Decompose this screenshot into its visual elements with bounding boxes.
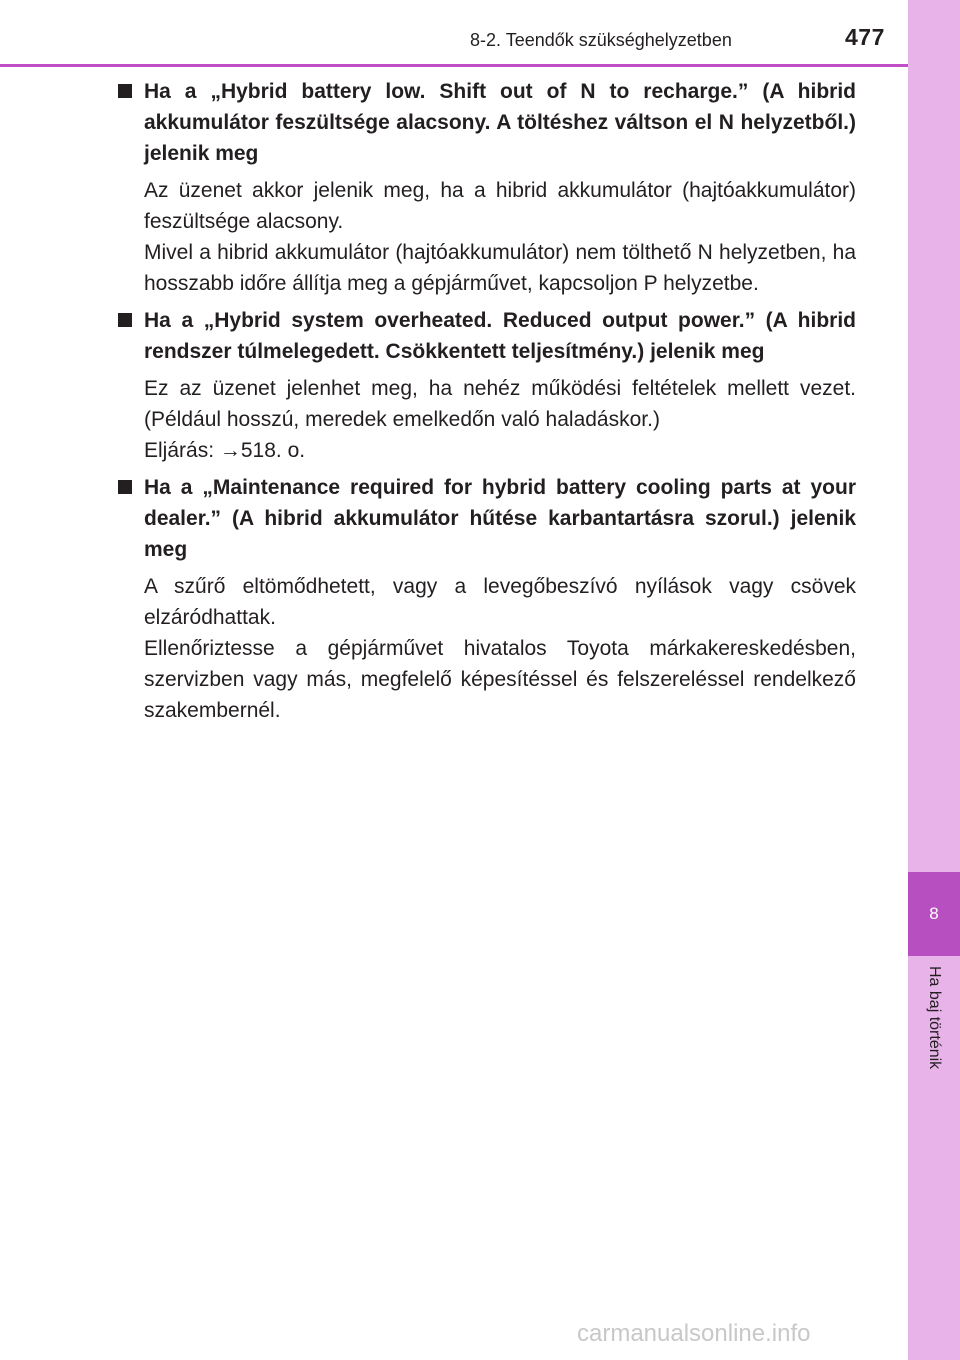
paragraph: Mivel a hibrid akkumulátor (hajtóakkumulátor) nem tölthető N helyzetben, ha hosszabb időre állítja meg a gépjárművet, kapcsoljon P helyzetbe. [144,241,856,295]
section-battery-low [118,76,856,299]
chapter-number: 8 [908,872,960,956]
paragraph: A szűrő eltömődhetett, vagy a levegőbeszívó nyílások vagy csövek elzáródhattak. [144,575,856,629]
side-tab [908,0,960,1360]
heading-text: Ha a „Maintenance required for hybrid battery cooling parts at your dealer.” (A hibrid akkumulátor hűtése karbantartásra szorul.) jelenik meg [144,476,856,561]
paragraph-page-reference[interactable]: Eljárás: →518. o. [144,439,306,462]
section-heading [118,472,856,565]
header-rule [0,64,908,67]
section-system-overheated [118,305,856,466]
square-bullet-icon [118,313,132,327]
square-bullet-icon [118,480,132,494]
section-maintenance-required [118,472,856,726]
paragraph: Az üzenet akkor jelenik meg, ha a hibrid akkumulátor (hajtóakkumulátor) feszültsége alacsony. [144,179,856,233]
section-heading [118,76,856,169]
main-content [118,76,856,732]
paragraph: Ellenőriztesse a gépjárművet hivatalos Toyota márkakereskedésben, szervizben vagy más, megfelelő képesítéssel és felszereléssel rendelkező szakembernél. [144,637,856,722]
paragraph: Ez az üzenet jelenhet meg, ha nehéz működési feltételek mellett vezet. (Például hosszú, meredek emelkedőn való haladáskor.) [144,377,856,431]
square-bullet-icon [118,84,132,98]
chapter-label: Ha baj történik [926,966,943,1070]
heading-text: Ha a „Hybrid system overheated. Reduced output power.” (A hibrid rendszer túlmelegedett. Csökkentett teljesítmény.) jelenik meg [144,309,856,363]
heading-text: Ha a „Hybrid battery low. Shift out of N to recharge.” (A hibrid akkumulátor feszültsége alacsony. A töltéshez váltson el N helyzetből.) jelenik meg [144,80,856,165]
section-heading [118,305,856,367]
section-title: 8-2. Teendők szükséghelyzetben [470,30,732,50]
watermark: carmanualsonline.info [577,1320,811,1347]
page-number: 477 [845,24,885,50]
